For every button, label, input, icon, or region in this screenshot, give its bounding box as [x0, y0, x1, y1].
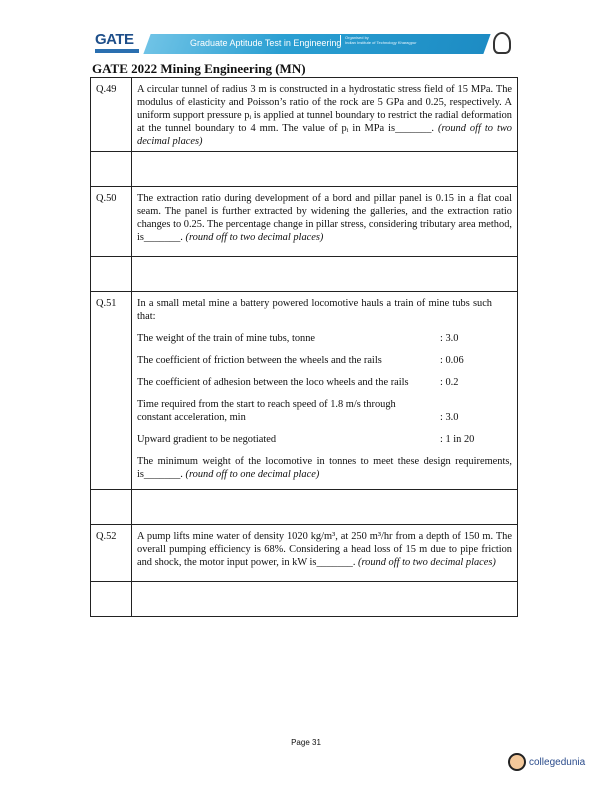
given-label: Upward gradient to be negotiated [137, 434, 277, 445]
question-row [91, 525, 518, 582]
question-row [91, 78, 518, 152]
question-body [132, 292, 518, 490]
question-body [132, 525, 518, 582]
organizer-name: Indian Institute of Technology Kharagpur [345, 40, 417, 45]
organizer [340, 35, 417, 45]
given-label: The coefficient of friction between the wheels and the rails [137, 355, 382, 366]
brand-name: collegedunia [529, 756, 586, 768]
given-item [137, 376, 512, 389]
mascot-icon [508, 753, 526, 771]
given-label: The coefficient of adhesion between the loco wheels and the rails [137, 377, 409, 388]
gate-header-banner [95, 29, 520, 61]
question-number: Q.52 [91, 525, 132, 582]
gate-logo [95, 31, 143, 57]
question-note: (round off to two decimal places) [137, 123, 512, 147]
question-prompt [137, 455, 512, 481]
given-value: : 0.2 [440, 377, 459, 388]
given-item [137, 332, 512, 345]
question-text: In a small metal mine a battery powered locomotive hauls a train of mine tubs such that: [137, 298, 492, 322]
question-body [132, 78, 518, 152]
given-value: : 3.0 [440, 412, 459, 423]
given-label: The weight of the train of mine tubs, tonne [137, 333, 316, 344]
given-value: : 0.06 [440, 355, 464, 366]
answer-row [91, 582, 518, 617]
given-item [137, 354, 512, 367]
question-note: (round off to two decimal places) [185, 232, 324, 243]
question-text: The minimum weight of the locomotive in tonnes to meet these design requirements, is_______. [137, 456, 512, 480]
question-number: Q.49 [91, 78, 132, 152]
collegedunia-watermark [508, 753, 585, 771]
banner-text: Graduate Aptitude Test in Engineering [190, 38, 342, 48]
question-note: (round off to two decimal places) [358, 557, 496, 568]
given-item [137, 398, 512, 424]
question-row [91, 187, 518, 257]
page-number: Page 31 [291, 738, 321, 747]
question-number: Q.51 [91, 292, 132, 490]
given-item [137, 433, 512, 446]
answer-row [91, 490, 518, 525]
iit-emblem-icon [493, 32, 511, 54]
page-title: GATE 2022 Mining Engineering (MN) [92, 61, 306, 76]
question-note: (round off to one decimal place) [185, 469, 320, 480]
question-body [132, 187, 518, 257]
question-text: A pump lifts mine water of density 1020 kg/m³, at 250 m³/hr from a depth of 150 m. The overall pumping efficiency is 68%. Considering a head loss of 15 m due to pipe friction and shock, the motor input power, in kW is_______. [137, 531, 512, 568]
organizer-label: Organised by [345, 35, 369, 40]
given-label: Time required from the start to reach speed of 1.8 m/s through constant acceleration, min [137, 399, 396, 423]
answer-row [91, 257, 518, 292]
question-number: Q.50 [91, 187, 132, 257]
answer-row [91, 152, 518, 187]
questions-table [90, 77, 518, 617]
question-text: The extraction ratio during development of a bord and pillar panel is 0.15 in a flat coal seam. The panel is further extracted by widening the galleries, and the extraction ratio changes to 0.25. The percentage change in pillar stress, considering tributary area method, is_______. [137, 193, 512, 243]
question-row [91, 292, 518, 490]
given-value: : 3.0 [440, 333, 459, 344]
question-text: A circular tunnel of radius 3 m is constructed in a hydrostatic stress field of 15 MPa. The modulus of elasticity and Poisson’s ratio of the rock are 5 GPa and 0.25, respectively. A uniform support pressure pᵢ is applied at tunnel boundary to restrict the radial deformation at the tunnel boundary to 4 mm. The value of pᵢ in MPa is_______. [137, 84, 512, 134]
gate-logo-text: GATE [95, 31, 134, 48]
given-value: : 1 in 20 [440, 434, 475, 445]
